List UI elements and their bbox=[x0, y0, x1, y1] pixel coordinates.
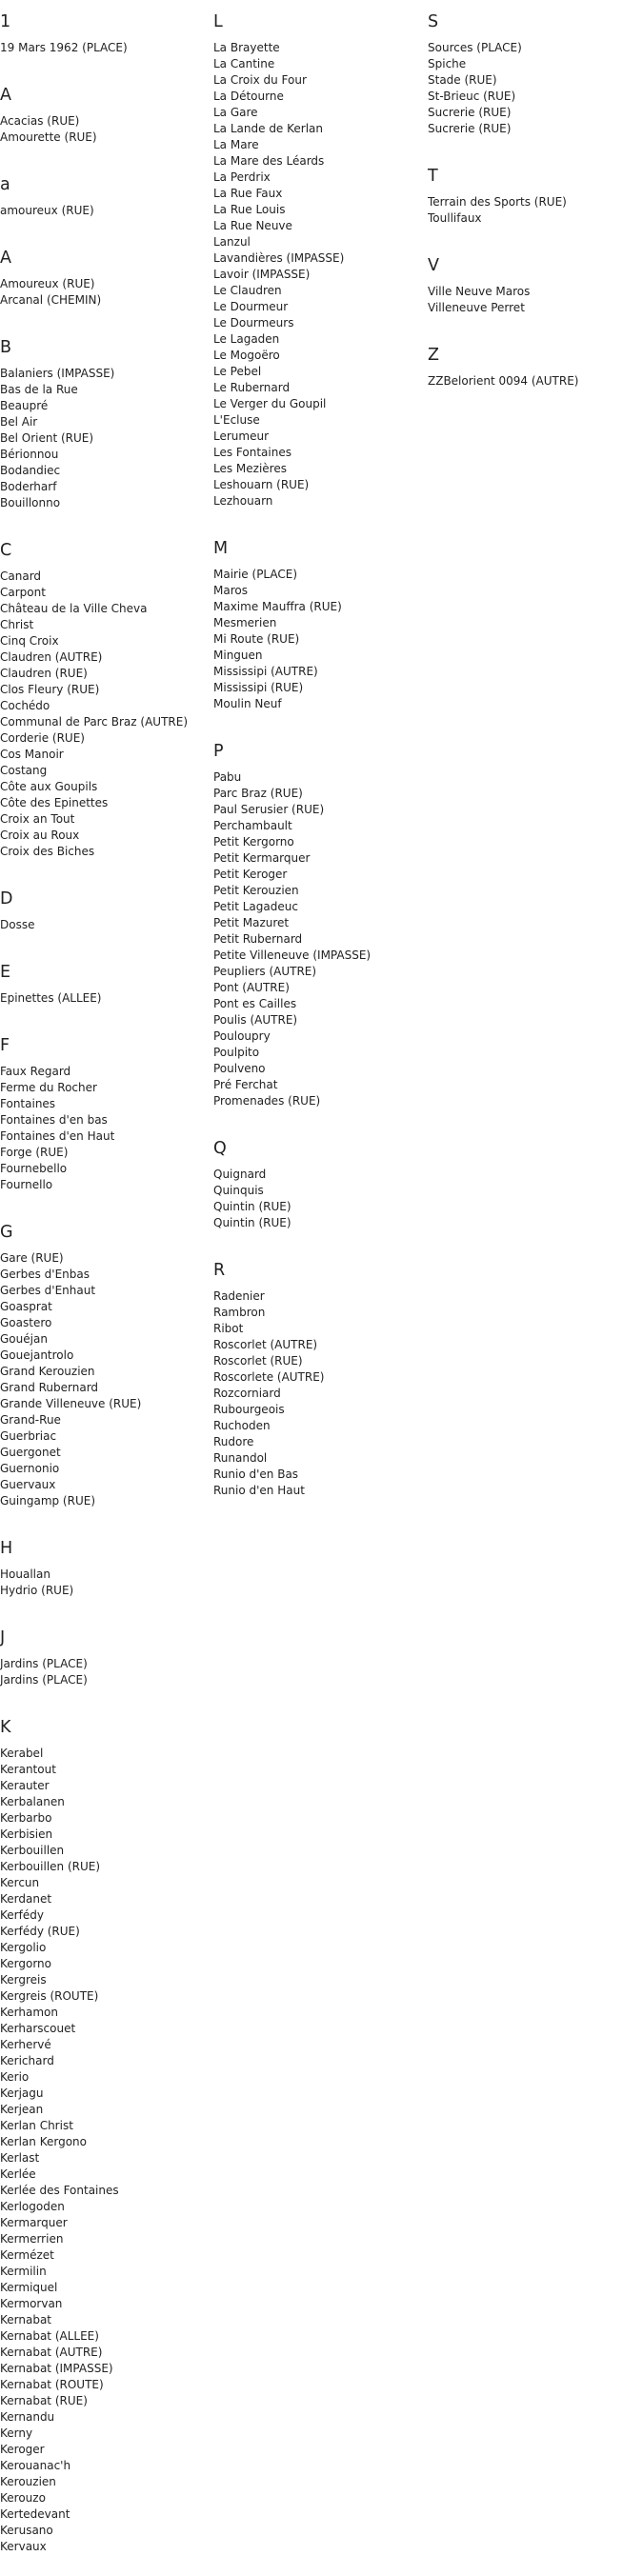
street-list-item: Guerbriac bbox=[0, 1429, 57, 1443]
street-list-item: Poulveno bbox=[213, 1062, 266, 1075]
street-list-item: Kerauter bbox=[0, 1779, 50, 1792]
street-list-item: Kerlogoden bbox=[0, 2200, 65, 2213]
letter-section bbox=[213, 733, 423, 1109]
letter-section bbox=[213, 4, 423, 509]
street-list-item: Roscorlet (AUTRE) bbox=[213, 1338, 318, 1351]
section-letter-heading: K bbox=[0, 1718, 11, 1737]
street-list-item: Spiche bbox=[428, 57, 467, 70]
street-list-item: Le Mogoëro bbox=[213, 349, 280, 362]
street-list-item: Roscorlete (AUTRE) bbox=[213, 1370, 325, 1384]
letter-section bbox=[428, 4, 637, 137]
street-list-item: Gerbes d'Enhaut bbox=[0, 1284, 96, 1297]
street-list-item: Keroger bbox=[0, 2443, 45, 2456]
street-list-item: Les Mezières bbox=[213, 462, 287, 475]
street-list-item: Rozcorniard bbox=[213, 1387, 281, 1400]
street-list-item: Kerbarbo bbox=[0, 1811, 52, 1825]
street-list-item: Goastero bbox=[0, 1316, 52, 1329]
street-list-item: Stade (RUE) bbox=[428, 73, 497, 87]
street-list-item: Le Dourmeurs bbox=[213, 316, 294, 329]
street-list-item: Kermerrien bbox=[0, 2232, 64, 2246]
section-letter-heading: B bbox=[0, 338, 12, 357]
street-list-item: Quinquis bbox=[213, 1184, 264, 1197]
street-list-item: Petit Kergorno bbox=[213, 835, 294, 849]
street-list-item: Kerlée bbox=[0, 2167, 36, 2181]
street-list-item: Croix des Biches bbox=[0, 845, 95, 858]
street-list-item: Christ bbox=[0, 618, 34, 631]
street-list-item: Kerbouillen (RUE) bbox=[0, 1860, 101, 1873]
street-list bbox=[0, 113, 210, 146]
section-letter-heading: A bbox=[0, 249, 11, 268]
street-list-item: Villeneuve Perret bbox=[428, 301, 525, 314]
street-list bbox=[0, 1656, 210, 1688]
street-list-item: Roscorlet (RUE) bbox=[213, 1354, 303, 1368]
street-list-item: Rambron bbox=[213, 1306, 266, 1319]
letter-section bbox=[0, 1620, 210, 1688]
letter-section bbox=[428, 337, 637, 389]
letter-section bbox=[0, 532, 210, 860]
street-list-item: Balaniers (IMPASSE) bbox=[0, 367, 115, 380]
street-list-item: Kernabat (AUTRE) bbox=[0, 2346, 103, 2359]
street-list-item: Kerfédy (RUE) bbox=[0, 1925, 80, 1938]
section-letter-heading: G bbox=[0, 1223, 13, 1242]
street-list-item: Forge (RUE) bbox=[0, 1146, 69, 1159]
street-list bbox=[213, 1167, 423, 1231]
street-list-item: Pabu bbox=[213, 770, 242, 784]
street-list-item: Les Fontaines bbox=[213, 446, 291, 459]
street-list-item: Croix au Roux bbox=[0, 829, 80, 842]
section-letter-heading: C bbox=[0, 541, 12, 560]
street-list-item: La Détourne bbox=[213, 90, 284, 103]
section-letter-heading: 1 bbox=[0, 12, 11, 31]
section-letter-heading: V bbox=[428, 256, 439, 275]
street-list-item: La Rue Faux bbox=[213, 187, 283, 200]
street-list-item: Kertedevant bbox=[0, 2507, 70, 2521]
letter-section bbox=[428, 158, 637, 227]
street-list-item: Le Pebel bbox=[213, 365, 262, 378]
street-list-item: Terrain des Sports (RUE) bbox=[428, 195, 567, 209]
street-list-item: Mississipi (AUTRE) bbox=[213, 665, 318, 678]
street-list-item: amoureux (RUE) bbox=[0, 204, 94, 217]
street-list-item: Sucrerie (RUE) bbox=[428, 106, 512, 119]
street-list-item: Poulis (AUTRE) bbox=[213, 1013, 298, 1027]
street-list-item: Goasprat bbox=[0, 1300, 52, 1313]
street-list-item: Kerharscouet bbox=[0, 2022, 76, 2035]
street-list-item: Mairie (PLACE) bbox=[213, 568, 298, 581]
street-list-item: Claudren (AUTRE) bbox=[0, 650, 103, 664]
street-list-item: La Cantine bbox=[213, 57, 275, 70]
street-list-item: Croix an Tout bbox=[0, 812, 75, 826]
street-list-item: Kerichard bbox=[0, 2054, 54, 2067]
street-list bbox=[0, 1250, 210, 1509]
street-list bbox=[213, 769, 423, 1109]
street-list-item: Jardins (PLACE) bbox=[0, 1657, 88, 1670]
letter-section bbox=[0, 4, 210, 56]
section-letter-heading: D bbox=[0, 889, 13, 909]
street-list-item: La Mare bbox=[213, 138, 259, 151]
street-list-item: Bodandiec bbox=[0, 464, 61, 477]
street-list-item: Petite Villeneuve (IMPASSE) bbox=[213, 949, 372, 962]
street-list-item: Lavandières (IMPASSE) bbox=[213, 251, 345, 265]
street-list-item: Kerlan Christ bbox=[0, 2119, 73, 2132]
street-list bbox=[0, 569, 210, 860]
street-list-item: Guingamp (RUE) bbox=[0, 1494, 96, 1508]
street-list-item: Le Rubernard bbox=[213, 381, 291, 394]
section-letter-heading: L bbox=[213, 12, 223, 31]
street-list-item: Fontaines d'en bas bbox=[0, 1113, 108, 1127]
street-list bbox=[213, 40, 423, 509]
street-list-item: Kergolio bbox=[0, 1941, 47, 1954]
street-list-item: Moulin Neuf bbox=[213, 697, 282, 710]
letter-section bbox=[0, 240, 210, 309]
street-list-item: Quintin (RUE) bbox=[213, 1200, 291, 1213]
street-list-item: Rudore bbox=[213, 1435, 254, 1448]
street-list-item: Pré Ferchat bbox=[213, 1078, 278, 1091]
street-list-item: Petit Mazuret bbox=[213, 916, 290, 929]
street-list-item: Promenades (RUE) bbox=[213, 1094, 321, 1108]
street-list-item: Kervaux bbox=[0, 2540, 47, 2553]
street-list-item: Kerdanet bbox=[0, 1892, 52, 1906]
street-list-item: Pouloupry bbox=[213, 1029, 271, 1043]
letter-section bbox=[0, 1214, 210, 1509]
street-list-item: Gare (RUE) bbox=[0, 1251, 64, 1265]
street-list-item: Le Claudren bbox=[213, 284, 282, 297]
section-letter-heading: R bbox=[213, 1261, 226, 1280]
letter-section bbox=[0, 167, 210, 219]
section-letter-heading: F bbox=[0, 1036, 10, 1055]
street-list-item: Bel Orient (RUE) bbox=[0, 431, 94, 445]
street-list-item: Petit Kermarquer bbox=[213, 851, 311, 865]
street-list-item: Parc Braz (RUE) bbox=[213, 787, 303, 800]
street-list bbox=[213, 567, 423, 712]
section-letter-heading: E bbox=[0, 963, 11, 982]
street-list-item: Kernabat bbox=[0, 2313, 52, 2326]
street-list-item: Guernonio bbox=[0, 1462, 60, 1475]
street-list-item: Cochédo bbox=[0, 699, 50, 712]
street-list-item: Kermilin bbox=[0, 2265, 47, 2278]
street-list-item: Boderharf bbox=[0, 480, 57, 493]
street-list-item: Lezhouarn bbox=[213, 494, 273, 508]
street-list bbox=[428, 284, 637, 316]
street-list-item: Kerhervé bbox=[0, 2038, 51, 2051]
street-list bbox=[428, 373, 637, 389]
street-list-item: Houallan bbox=[0, 1568, 50, 1581]
street-list-item: La Rue Louis bbox=[213, 203, 286, 216]
street-list-item: Kerbisien bbox=[0, 1827, 53, 1841]
street-list-item: Mi Route (RUE) bbox=[213, 632, 300, 646]
street-list-item: Château de la Ville Cheva bbox=[0, 602, 148, 615]
street-list bbox=[0, 203, 210, 219]
street-list-item: Kerouzo bbox=[0, 2491, 46, 2505]
street-list-item: Kergreis (ROUTE) bbox=[0, 1989, 99, 2003]
street-list-item: 19 Mars 1962 (PLACE) bbox=[0, 41, 128, 54]
street-list-item: Kerouanac'h bbox=[0, 2459, 71, 2472]
street-list-item: Lavoir (IMPASSE) bbox=[213, 268, 311, 281]
street-list-item: Canard bbox=[0, 569, 42, 583]
street-list-item: Bas de la Rue bbox=[0, 383, 78, 396]
street-list-item: Corderie (RUE) bbox=[0, 731, 85, 745]
street-list-item: Grand Rubernard bbox=[0, 1381, 99, 1394]
street-list-item: Quintin (RUE) bbox=[213, 1216, 291, 1229]
street-list bbox=[0, 1746, 210, 2555]
street-list-item: Kerbouillen bbox=[0, 1844, 65, 1857]
street-list-item: Jardins (PLACE) bbox=[0, 1673, 88, 1687]
section-letter-heading: J bbox=[0, 1628, 6, 1647]
street-list-item: Beaupré bbox=[0, 399, 49, 412]
street-list-item: Grande Villeneuve (RUE) bbox=[0, 1397, 142, 1410]
street-list-item: Amoureux (RUE) bbox=[0, 277, 95, 290]
street-list-item: Guervaux bbox=[0, 1478, 56, 1491]
street-list-item: Kerio bbox=[0, 2070, 30, 2084]
street-list-item: Kerjagu bbox=[0, 2087, 44, 2100]
street-list-item: Petit Keroger bbox=[213, 868, 288, 881]
street-list-item: Cos Manoir bbox=[0, 748, 64, 761]
street-list-item: Kernandu bbox=[0, 2410, 55, 2424]
street-list-item: Kerusano bbox=[0, 2524, 53, 2537]
street-list-item: Mesmerien bbox=[213, 616, 277, 629]
street-list bbox=[0, 366, 210, 511]
street-list-item: La Croix du Four bbox=[213, 73, 307, 87]
street-list-item: Guergonet bbox=[0, 1446, 61, 1459]
street-list-item: Kerlast bbox=[0, 2151, 40, 2165]
street-list-item: Gouéjan bbox=[0, 1332, 48, 1346]
street-list-item: Ruchoden bbox=[213, 1419, 271, 1432]
street-list-item: Paul Serusier (RUE) bbox=[213, 803, 325, 816]
street-list-item: Amourette (RUE) bbox=[0, 130, 97, 144]
street-list-item: Faux Regard bbox=[0, 1065, 71, 1078]
street-list-item: Leshouarn (RUE) bbox=[213, 478, 310, 491]
street-list-item: Côte aux Goupils bbox=[0, 780, 98, 793]
street-list-item: Kernabat (ALLEE) bbox=[0, 2329, 99, 2343]
street-list-item: La Perdrix bbox=[213, 170, 271, 184]
letter-section bbox=[428, 248, 637, 316]
street-list-item: Hydrio (RUE) bbox=[0, 1584, 74, 1597]
street-list-item: Le Lagaden bbox=[213, 332, 280, 346]
street-list-item: Kerabel bbox=[0, 1747, 44, 1760]
street-list-item: Fontaines bbox=[0, 1097, 56, 1110]
street-list-item: Gerbes d'Enbas bbox=[0, 1268, 90, 1281]
street-list bbox=[0, 276, 210, 309]
street-list-item: ZZBelorient 0094 (AUTRE) bbox=[428, 374, 579, 388]
street-list-item: Petit Rubernard bbox=[213, 932, 303, 946]
section-letter-heading: Q bbox=[213, 1139, 227, 1158]
street-list-item: Kernabat (IMPASSE) bbox=[0, 2362, 113, 2375]
street-list-item: Cinq Croix bbox=[0, 634, 59, 648]
street-list-item: Petit Lagadeuc bbox=[213, 900, 298, 913]
letter-section bbox=[0, 329, 210, 511]
letter-section bbox=[0, 954, 210, 1007]
street-list-item: Fontaines d'en Haut bbox=[0, 1129, 115, 1143]
street-list-item: Fournello bbox=[0, 1178, 53, 1191]
street-list-item: Le Verger du Goupil bbox=[213, 397, 327, 410]
street-list-item: Rubourgeois bbox=[213, 1403, 285, 1416]
street-list-item: Kercun bbox=[0, 1876, 40, 1889]
street-list-item: Kerlan Kergono bbox=[0, 2135, 87, 2148]
street-list-item: La Brayette bbox=[213, 41, 280, 54]
street-list-item: Kerlée des Fontaines bbox=[0, 2184, 119, 2197]
street-list-item: Bel Air bbox=[0, 415, 38, 429]
street-list-item: Carpont bbox=[0, 586, 46, 599]
street-list-item: La Rue Neuve bbox=[213, 219, 292, 232]
letter-section bbox=[0, 881, 210, 933]
street-list-item: Fournebello bbox=[0, 1162, 68, 1175]
street-list-item: Perchambault bbox=[213, 819, 292, 832]
street-list-item: Kerny bbox=[0, 2426, 33, 2440]
street-list-item: Quignard bbox=[213, 1168, 267, 1181]
street-list-item: Grand-Rue bbox=[0, 1413, 61, 1427]
street-list-item: Claudren (RUE) bbox=[0, 667, 88, 680]
street-list-item: Costang bbox=[0, 764, 48, 777]
letter-section bbox=[0, 1709, 210, 2555]
letter-section bbox=[0, 1028, 210, 1193]
street-list bbox=[428, 194, 637, 227]
street-list-item: Côte des Epinettes bbox=[0, 796, 109, 809]
street-list-item: Kermiquel bbox=[0, 2281, 58, 2294]
street-list-item: La Lande de Kerlan bbox=[213, 122, 324, 135]
street-list-item: Grand Kerouzien bbox=[0, 1365, 95, 1378]
street-list-item: Petit Kerouzien bbox=[213, 884, 299, 897]
section-letter-heading: Z bbox=[428, 346, 439, 365]
street-list-item: Pont (AUTRE) bbox=[213, 981, 290, 994]
street-list-item: Acacias (RUE) bbox=[0, 114, 80, 128]
street-list-item: Kerantout bbox=[0, 1763, 56, 1776]
street-list-item: Kermarquer bbox=[0, 2216, 68, 2229]
street-list-item: Lerumeur bbox=[213, 429, 270, 443]
section-letter-heading: T bbox=[428, 167, 438, 186]
street-list-item: Maxime Mauffra (RUE) bbox=[213, 600, 342, 613]
street-list-item: Ferme du Rocher bbox=[0, 1081, 97, 1094]
street-list-item: Communal de Parc Braz (AUTRE) bbox=[0, 715, 188, 729]
street-list bbox=[428, 40, 637, 137]
section-letter-heading: M bbox=[213, 539, 229, 558]
street-list-item: Kermézet bbox=[0, 2248, 54, 2262]
street-list-item: Maros bbox=[213, 584, 248, 597]
street-list-item: Kerouzien bbox=[0, 2475, 56, 2488]
section-letter-heading: a bbox=[0, 175, 10, 194]
street-list bbox=[0, 1567, 210, 1599]
street-list-item: Kerhamon bbox=[0, 2006, 58, 2019]
street-list bbox=[213, 1288, 423, 1499]
street-list bbox=[0, 917, 210, 933]
street-list-item: Kergreis bbox=[0, 1973, 47, 1987]
street-list-item: Minguen bbox=[213, 649, 263, 662]
street-list-item: Lanzul bbox=[213, 235, 251, 249]
street-list-item: Radenier bbox=[213, 1289, 265, 1303]
letter-section bbox=[0, 1530, 210, 1599]
street-list-item: Pont es Cailles bbox=[213, 997, 297, 1010]
street-list-item: Arcanal (CHEMIN) bbox=[0, 293, 102, 307]
street-list-item: Runio d'en Bas bbox=[213, 1468, 299, 1481]
street-list-item: St-Brieuc (RUE) bbox=[428, 90, 516, 103]
street-list-item: Le Dourmeur bbox=[213, 300, 289, 313]
street-list-item: Poulpito bbox=[213, 1046, 260, 1059]
street-list-item: Clos Fleury (RUE) bbox=[0, 683, 100, 696]
section-letter-heading: S bbox=[428, 12, 439, 31]
street-list-item: Kergorno bbox=[0, 1957, 52, 1970]
street-list-item: Kerbalanen bbox=[0, 1795, 65, 1808]
street-list bbox=[0, 990, 210, 1007]
street-list-item: La Mare des Léards bbox=[213, 154, 325, 168]
street-list-item: Bouillonno bbox=[0, 496, 61, 509]
index-column-2 bbox=[213, 4, 423, 1520]
section-letter-heading: H bbox=[0, 1539, 13, 1558]
street-list-item: L'Ecluse bbox=[213, 413, 260, 427]
street-list-item: Sucrerie (RUE) bbox=[428, 122, 512, 135]
street-list-item: Kernabat (ROUTE) bbox=[0, 2378, 104, 2391]
street-list-item: Toullifaux bbox=[428, 211, 482, 225]
street-list-item: Mississipi (RUE) bbox=[213, 681, 304, 694]
index-column-1 bbox=[0, 4, 210, 2576]
letter-section bbox=[213, 1130, 423, 1231]
street-list-item: Ville Neuve Maros bbox=[428, 285, 531, 298]
street-list-item: Runio d'en Haut bbox=[213, 1484, 305, 1497]
street-list-item: Kerfédy bbox=[0, 1908, 44, 1922]
street-list bbox=[0, 1064, 210, 1193]
street-list-item: La Gare bbox=[213, 106, 258, 119]
street-list-item: Ribot bbox=[213, 1322, 244, 1335]
letter-section bbox=[213, 530, 423, 712]
street-list-item: Sources (PLACE) bbox=[428, 41, 522, 54]
street-list-item: Epinettes (ALLEE) bbox=[0, 991, 102, 1005]
street-list-item: Gouejantrolo bbox=[0, 1348, 74, 1362]
letter-section bbox=[0, 77, 210, 146]
section-letter-heading: A bbox=[0, 86, 11, 105]
street-list-item: Kermorvan bbox=[0, 2297, 63, 2310]
street-list-item: Peupliers (AUTRE) bbox=[213, 965, 317, 978]
section-letter-heading: P bbox=[213, 742, 224, 761]
street-list-item: Bérionnou bbox=[0, 448, 59, 461]
street-list-item: Kerjean bbox=[0, 2103, 44, 2116]
index-column-3 bbox=[428, 4, 637, 410]
street-list-item: Kernabat (RUE) bbox=[0, 2394, 88, 2407]
letter-section bbox=[213, 1252, 423, 1499]
street-list-item: Runandol bbox=[213, 1451, 268, 1465]
street-list-item: Dosse bbox=[0, 918, 35, 931]
street-list bbox=[0, 40, 210, 56]
